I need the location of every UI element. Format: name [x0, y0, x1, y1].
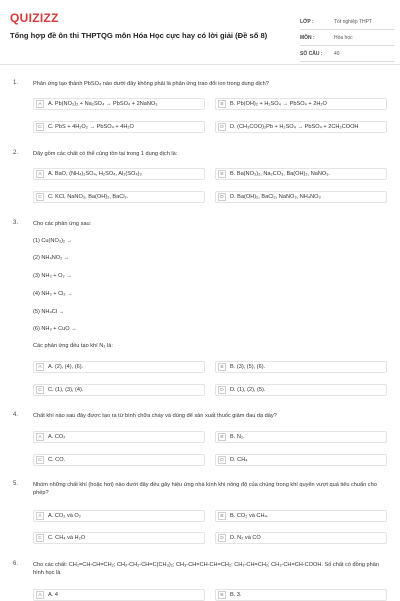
option-text: D. Ba(OH)₂, BaCl₂, NaNO₃, NH₄NO₃ — [230, 194, 321, 200]
question-text: Phản ứng tạo thành PbSO₄ nào dưới đây không phải là phản ứng trao đổi ion trong dung dịch? — [33, 81, 269, 87]
reaction-2: (2) NH₄NO₂ → — [33, 255, 70, 261]
meta-row-subject — [300, 30, 395, 46]
option-letter: A — [36, 591, 44, 599]
option-letter: D — [218, 193, 226, 201]
option-a[interactable] — [33, 168, 205, 180]
option-d[interactable] — [215, 121, 387, 133]
question-text: Nhóm những chất khí (hoặc hơi) nào dưới đây đều gây hiệu ứng nhà kính khi nồng độ của chúng trong khí quyển vượt quá tiêu chuẩn cho phép? — [33, 482, 377, 496]
reaction-4: (4) NH₃ + Cl₂ → — [33, 291, 73, 297]
option-d[interactable] — [215, 532, 387, 544]
reaction-6: (6) NH₃ + CuO → — [33, 326, 77, 332]
option-text: C. PbS + 4H₂O₂ → PbSO₄ + 4H₂O — [48, 124, 134, 130]
option-c[interactable] — [33, 384, 205, 396]
option-letter: B — [218, 512, 226, 520]
option-letter: B — [218, 591, 226, 599]
option-letter: B — [218, 433, 226, 441]
option-text: A. 4 — [48, 592, 58, 598]
reaction-1: (1) Cu(NO₃)₂ → — [33, 238, 73, 244]
option-text: B. Ba(NO₃)₂, Na₂CO₃, Ba(OH)₂, NaNO₃. — [230, 171, 331, 177]
option-b[interactable] — [215, 510, 387, 522]
option-a[interactable] — [33, 589, 205, 601]
question-number: 6. — [13, 561, 19, 567]
option-a[interactable] — [33, 510, 205, 522]
meta-value: Tốt nghiệp THPT — [334, 18, 372, 25]
option-letter: A — [36, 100, 44, 108]
question-number: 4. — [13, 412, 19, 418]
option-c[interactable] — [33, 191, 205, 203]
option-c[interactable] — [33, 121, 205, 133]
meta-value: 40 — [334, 50, 340, 57]
question-number: 5. — [13, 481, 19, 487]
option-b[interactable] — [215, 431, 387, 443]
option-text: B. 3. — [230, 592, 242, 598]
meta-info — [300, 14, 395, 62]
meta-value: Hóa học — [334, 34, 353, 41]
question-text: Dãy gồm các chất có thể cùng tồn tại trong 1 dung dịch là: — [33, 151, 178, 157]
option-b[interactable] — [215, 589, 387, 601]
question-text: Cho các chất: CH₂=CH-CH=CH₂; CH₃-CH₂-CH=C(CH₃)₂; CH₃-CH=CH-CH=CH₂; CH₃-CH=CH₂; CH₃-CH=CH-COOH. Số chất có đồng phân hình học là — [33, 562, 379, 576]
option-a[interactable] — [33, 361, 205, 373]
meta-key: MÔN : — [300, 34, 315, 41]
option-c[interactable] — [33, 454, 205, 466]
option-text: B. CO₂ và CH₄. — [230, 513, 269, 519]
option-letter: D — [218, 123, 226, 131]
option-d[interactable] — [215, 454, 387, 466]
reaction-3: (3) NH₃ + O₂ → — [33, 273, 72, 279]
question-number: 1. — [13, 80, 19, 86]
option-text: B. N₂. — [230, 434, 245, 440]
meta-key: SỐ CÂU : — [300, 50, 323, 57]
option-text: C. CH₄ và H₂O — [48, 535, 86, 541]
question-prompt: Các phản ứng đều tạo khí N₂ là: — [33, 343, 113, 349]
page-title: Tổng hợp đề ôn thi THPTQG môn Hóa Học cực hay có lời giải (Đề số 8) — [10, 31, 268, 40]
option-letter: C — [36, 123, 44, 131]
option-a[interactable] — [33, 431, 205, 443]
question-number: 2. — [13, 150, 19, 156]
question-number: 3. — [13, 220, 19, 226]
option-c[interactable] — [33, 532, 205, 544]
meta-key: LỚP : — [300, 18, 314, 25]
meta-row-class — [300, 14, 395, 30]
option-letter: A — [36, 512, 44, 520]
option-d[interactable] — [215, 191, 387, 203]
option-text: A. CO₂ — [48, 434, 66, 440]
option-b[interactable] — [215, 98, 387, 110]
option-text: D. CH₄ — [230, 457, 248, 463]
option-text: D. N₂ và CO — [230, 535, 261, 541]
option-letter: C — [36, 193, 44, 201]
option-letter: D — [218, 456, 226, 464]
option-letter: B — [218, 100, 226, 108]
option-letter: A — [36, 363, 44, 371]
option-letter: C — [36, 534, 44, 542]
option-b[interactable] — [215, 168, 387, 180]
option-text: C. CO. — [48, 457, 66, 463]
question-text: Cho các phản ứng sau: — [33, 221, 92, 227]
option-text: C. KCl, NaNO₃, Ba(OH)₂, BaCl₂. — [48, 194, 129, 200]
option-text: A. Pb(NO₃)₂ + Na₂SO₄ → PbSO₄ + 2NaNO₃ — [48, 101, 158, 107]
option-text: B. Pb(OH)₂ + H₂SO₄ → PbSO₄ + 2H₂O — [230, 101, 327, 107]
meta-row-count — [300, 46, 395, 62]
option-a[interactable] — [33, 98, 205, 110]
quizizz-logo: QUIZIZZ — [10, 11, 59, 25]
option-letter: A — [36, 170, 44, 178]
option-letter: B — [218, 363, 226, 371]
option-text: C. (1), (3), (4). — [48, 387, 84, 393]
reaction-5: (5) NH₄Cl → — [33, 309, 65, 315]
option-letter: C — [36, 386, 44, 394]
option-text: D. (1), (2), (5). — [230, 387, 266, 393]
option-text: A. (2), (4), (6). — [48, 364, 84, 370]
option-letter: B — [218, 170, 226, 178]
option-text: A. BaO, (NH₄)₂SO₄, H₂SO₄, Al₂(SO₄)₃ — [48, 171, 142, 177]
option-d[interactable] — [215, 384, 387, 396]
option-letter: A — [36, 433, 44, 441]
option-letter: C — [36, 456, 44, 464]
option-letter: D — [218, 386, 226, 394]
option-text: B. (3), (5), (6). — [230, 364, 266, 370]
option-b[interactable] — [215, 361, 387, 373]
option-letter: D — [218, 534, 226, 542]
option-text: D. (CH₃COO)₂Pb + H₂SO₄ → PbSO₄ + 2CH₃COOH — [230, 124, 359, 130]
header-divider — [0, 64, 400, 65]
option-text: A. CO₂ và O₂ — [48, 513, 81, 519]
question-text: Chất khí nào sau đây được tạo ra từ bình chữa cháy và dùng để sản xuất thuốc giảm đau dạ dày? — [33, 413, 277, 419]
